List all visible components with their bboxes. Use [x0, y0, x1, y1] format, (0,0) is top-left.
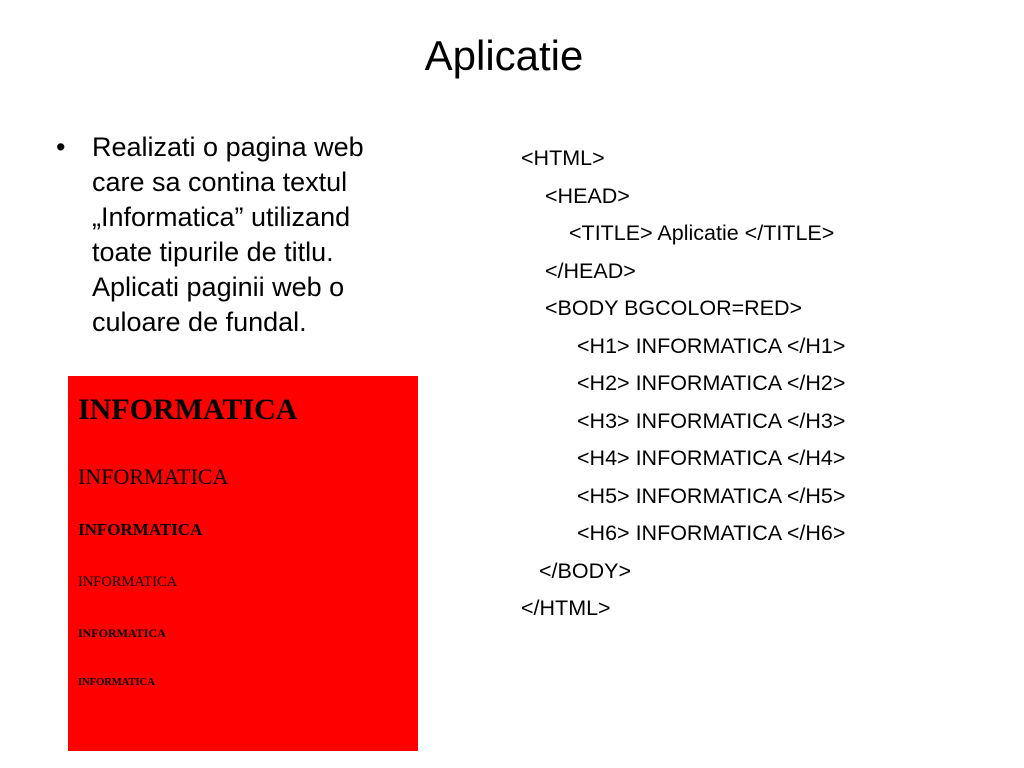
- bullet-text: [56, 130, 456, 340]
- code-line: </HTML>: [521, 596, 611, 620]
- code-line: </BODY>: [539, 558, 632, 583]
- code-line: <H2> INFORMATICA </H2>: [577, 371, 846, 395]
- code-line: <BODY BGCOLOR=RED>: [545, 296, 803, 320]
- html-code-listing: [521, 140, 845, 628]
- bullet-icon: •: [56, 132, 66, 162]
- code-line: <HTML>: [521, 146, 605, 170]
- bullet-line: Aplicati paginii web o: [92, 272, 345, 302]
- code-line: <H5> INFORMATICA </H5>: [577, 483, 846, 508]
- browser-preview: [68, 376, 418, 751]
- code-line: <HEAD>: [545, 183, 630, 208]
- bullet-line: culoare de fundal.: [92, 307, 307, 337]
- preview-heading-h1: INFORMATICA: [78, 393, 298, 426]
- code-line: <H6> INFORMATICA </H6>: [577, 521, 846, 545]
- slide-title: Aplicatie: [424, 32, 584, 79]
- code-line: </HEAD>: [545, 258, 636, 283]
- code-line: <H4> INFORMATICA </H4>: [577, 446, 846, 470]
- preview-heading-h4: INFORMATICA: [78, 574, 178, 590]
- bullet-line: Realizati o pagina web: [92, 132, 364, 162]
- preview-heading-h6: INFORMATICA: [78, 677, 155, 688]
- bullet-point: [56, 130, 456, 340]
- preview-heading-h2: INFORMATICA: [78, 464, 229, 489]
- bullet-line: „Informatica” utilizand: [92, 202, 351, 232]
- preview-heading-h3: INFORMATICA: [78, 520, 203, 539]
- preview-heading-h5: INFORMATICA: [78, 626, 166, 640]
- code-line: <H1> INFORMATICA </H1>: [577, 333, 846, 358]
- bullet-line: care sa contina textul: [92, 167, 348, 197]
- bullet-line: toate tipurile de titlu.: [92, 237, 334, 267]
- code-line: <TITLE> Aplicatie </TITLE>: [569, 221, 835, 245]
- code-line: <H3> INFORMATICA </H3>: [577, 408, 846, 433]
